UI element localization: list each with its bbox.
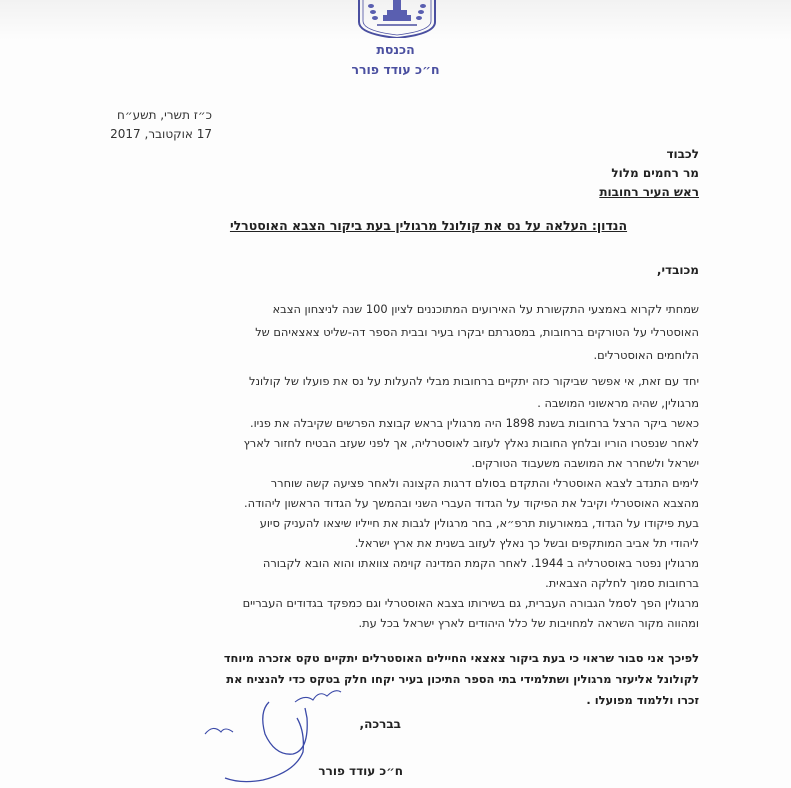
recipient-honorific: לכבוד	[666, 147, 699, 161]
paragraph-1	[104, 298, 699, 367]
letterhead	[0, 40, 791, 80]
knesset-emblem-icon	[351, 0, 443, 38]
paragraph-line: זכרו וללמוד מפועלו .	[586, 693, 699, 707]
paragraph-line: יחד עם זאת, אי אפשר שביקור כזה יתקיים ברחובות מבלי להעלות על נס את פועלו של קולונל	[249, 374, 699, 388]
salutation: מכובדי,	[656, 263, 699, 277]
paragraph-line: ומהווה מקור השראה למחויבות של כלל היהודים לארץ ישראל בכל עת.	[358, 616, 699, 630]
paragraph-line: בעת פיקודו על הגדוד, במאורעות תרפ״א, בחר מרגולין לגבות את חייליו שיצאו להעניק סיוע	[259, 516, 699, 530]
paragraph-line: לקולונל אליעזר מרגולין ושתלמידי בתי הספר התיכון בעיר יקחו חלק בטקס כדי להנציח את	[226, 672, 699, 686]
letterhead-org: הכנסת	[376, 42, 415, 57]
paragraph-line: מרגולין נפטר באוסטרליה ב 1944. לאחר הקמת המדינה קוימה צוואתו והוא הובא לקבורה	[262, 556, 699, 570]
paragraph-line: ברחובות סמוך לחלקה הצבאית.	[545, 576, 699, 590]
paragraph-line: שמחתי לקרוא באמצעי התקשורת על האירועים המתוכננים לציון 100 שנה לניצחון הצבא	[272, 302, 699, 316]
closing: בברכה,	[359, 717, 401, 731]
paragraph-line: לאחר שנפטרו הוריו ובלחץ החובות נאלץ לעזוב לאוסטרליה, אך לפני שעזב הבטיח לחזור לארץ	[243, 436, 699, 450]
paragraph-line: הלוחמים האוסטרלים.	[593, 348, 699, 362]
paragraph-line: מרגולין הפך לסמל הגבורה העברית, גם בשירותו בצבא האוסטרלי וגם כמפקד בגדודים העבריים	[242, 596, 699, 610]
letter-date	[94, 106, 212, 144]
paragraph-2	[104, 370, 699, 633]
letterhead-member: ח״כ עודד פורר	[351, 62, 440, 77]
paragraph-line: כאשר ביקר הרצל ברחובות בשנת 1898 היה מרגולין בראש קבוצת הפרשים שקיבלה את פניו.	[249, 416, 699, 430]
letter-subject: הנדון: העלאה על נס את קולונל מרגולין בעת ביקור הצבא האוסטרלי	[229, 218, 628, 233]
paragraph-line: לימים התנדב לצבא האוסטרלי והתקדם בסולם דרגות הקצונה ולאחר פציעה קשה שוחרר	[270, 476, 699, 490]
paragraph-line: ליהודי תל אביב המותקפים ובשל כך נאלץ לעזוב בשנית את ארץ ישראל.	[354, 536, 699, 550]
paragraph-line: מהצבא האוסטרלי וקיבל את הפיקוד על הגדוד העברי השני ובהמשך על הגדוד הראשון ליהודה.	[244, 496, 699, 510]
paragraph-line: האוסטרלי על הטורקים ברחובות, במסגרתם יבקרו בעיר ובבית הספר דה-שליט צאצאיהם של	[255, 325, 699, 339]
recipient-name: מר רחמים מלול	[611, 166, 699, 180]
paragraph-line: ישראל ולשחרר את המושבה משעבוד הטורקים.	[471, 456, 699, 470]
paragraph-line: לפיכך אני סבור שראוי כי בעת ביקור צאצאי החיילים האוסטרלים יתקיים טקס אזכרה מיוחד	[223, 651, 699, 665]
hebrew-date: כ״ז תשרי, תשע״ח	[117, 108, 212, 122]
paragraph-line: מרגולין, שהיה מראשוני המושבה .	[537, 396, 699, 410]
signer-name: ח״כ עודד פורר	[318, 764, 403, 778]
gregorian-date: 17 אוקטובר, 2017	[110, 127, 212, 141]
recipient-block	[599, 145, 699, 202]
recipient-title: ראש העיר רחובות	[599, 185, 699, 199]
